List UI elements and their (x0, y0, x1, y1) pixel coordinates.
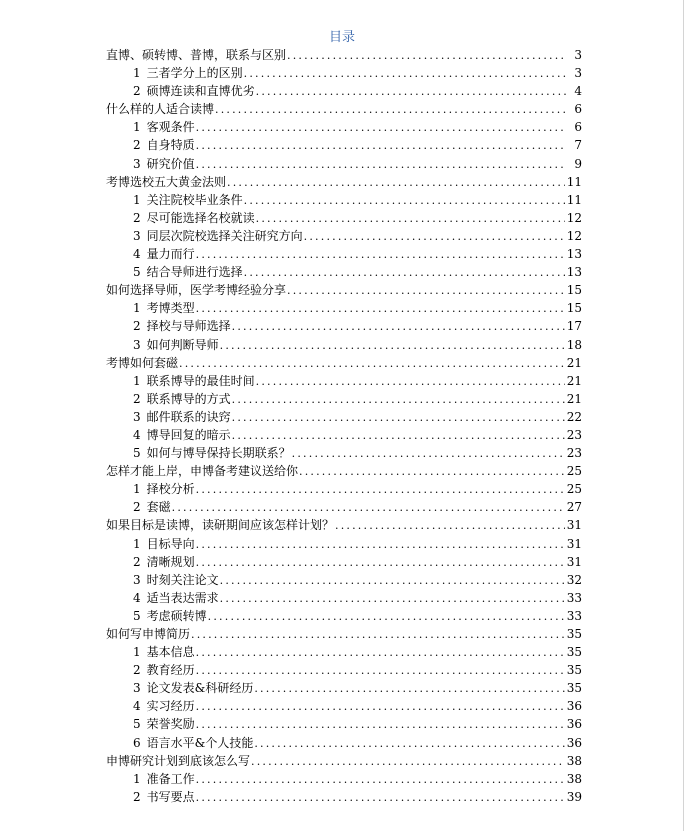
toc-entry-number: 2 (133, 554, 141, 569)
toc-page-number: 33 (566, 590, 582, 605)
toc-page-number: 25 (566, 464, 582, 479)
toc-dot-leader (256, 83, 566, 100)
toc-dot-leader (196, 536, 565, 553)
toc-entry-text: 关注院校毕业条件 (146, 192, 243, 207)
toc-entry-number: 1 (133, 771, 141, 786)
toc-dot-leader (232, 318, 565, 335)
toc-list (106, 46, 582, 806)
toc-entry-text: 申博研究计划到底该怎么写 (106, 753, 251, 768)
toc-subentry[interactable] (106, 589, 582, 607)
toc-dot-leader (227, 174, 565, 191)
toc-entry-number: 3 (133, 156, 141, 171)
toc-subentry[interactable] (106, 64, 582, 82)
toc-entry-text: 考博选校五大黄金法则 (106, 174, 227, 189)
toc-subentry[interactable] (106, 372, 582, 390)
toc-entry-text: 如何判断导师 (146, 337, 219, 352)
toc-dot-leader (215, 101, 566, 118)
toc-entry-text: 时刻关注论文 (146, 572, 219, 587)
toc-entry-text: 考虑硕转博 (146, 608, 207, 623)
toc-page-number: 12 (566, 228, 582, 243)
toc-subentry[interactable] (106, 643, 582, 661)
toc-subentry[interactable] (106, 299, 582, 317)
toc-entry-number: 3 (133, 681, 141, 696)
toc-page-number: 13 (566, 247, 582, 262)
toc-page-number: 9 (574, 156, 582, 171)
toc-dot-leader (196, 771, 565, 788)
toc-entry-text: 怎样才能上岸，申博备考建议送给你 (106, 464, 299, 479)
toc-entry-text: 荣誉奖励 (146, 717, 195, 732)
toc-entry-text: 如何与博导保持长期联系？ (146, 446, 291, 461)
toc-subentry[interactable] (106, 336, 582, 354)
toc-page-number: 15 (566, 283, 582, 298)
toc-entry-text: 研究价值 (146, 156, 195, 171)
toc-entry-text: 联系博导的最佳时间 (146, 373, 255, 388)
toc-entry-number: 4 (133, 699, 141, 714)
toc-entry-number: 4 (133, 427, 141, 442)
toc-entry-text: 联系博导的方式 (146, 391, 231, 406)
toc-subentry[interactable] (106, 227, 582, 245)
toc-page-number: 6 (574, 120, 582, 135)
toc-entry-number: 5 (133, 265, 141, 280)
toc-entry[interactable] (106, 625, 582, 643)
toc-entry-number: 5 (133, 446, 141, 461)
toc-entry-number: 2 (133, 84, 141, 99)
toc-dot-leader (208, 608, 565, 625)
toc-dot-leader (254, 735, 564, 752)
toc-page-number: 21 (566, 355, 582, 370)
toc-dot-leader (232, 409, 565, 426)
toc-entry-text: 套磁 (146, 500, 171, 515)
toc-entry-number: 2 (133, 663, 141, 678)
toc-dot-leader (251, 753, 565, 770)
toc-page-number: 35 (566, 681, 582, 696)
toc-entry[interactable] (106, 354, 582, 372)
toc-page-number: 17 (566, 319, 582, 334)
toc-subentry[interactable] (106, 444, 582, 462)
toc-entry-text: 自身特质 (146, 138, 195, 153)
toc-entry-number: 1 (133, 301, 141, 316)
toc-entry-text: 博导回复的暗示 (146, 427, 231, 442)
toc-page-number: 32 (566, 572, 582, 587)
toc-entry-number: 5 (133, 608, 141, 623)
toc-page-number: 21 (566, 391, 582, 406)
toc-dot-leader (244, 65, 566, 82)
toc-dot-leader (196, 300, 565, 317)
toc-entry-number: 1 (133, 536, 141, 551)
toc-entry-text: 准备工作 (146, 771, 195, 786)
toc-entry[interactable] (106, 752, 582, 770)
toc-entry-number: 1 (133, 120, 141, 135)
toc-entry-number: 4 (133, 590, 141, 605)
toc-dot-leader (220, 337, 565, 354)
toc-entry-text: 教育经历 (146, 663, 195, 678)
toc-entry-number: 3 (133, 572, 141, 587)
toc-subentry[interactable] (106, 408, 582, 426)
toc-entry-number: 2 (133, 138, 141, 153)
toc-dot-leader (287, 282, 565, 299)
toc-page-number: 35 (566, 663, 582, 678)
toc-subentry[interactable] (106, 661, 582, 679)
toc-entry-text: 基本信息 (146, 645, 195, 660)
toc-dot-leader (299, 463, 565, 480)
toc-dot-leader (196, 119, 566, 136)
toc-subentry[interactable] (106, 480, 582, 498)
toc-entry-text: 量力而行 (146, 247, 195, 262)
toc-dot-leader (256, 210, 565, 227)
toc-dot-leader (191, 626, 565, 643)
toc-page-number: 22 (566, 409, 582, 424)
toc-entry-text: 目标导向 (146, 536, 195, 551)
toc-subentry[interactable] (106, 390, 582, 408)
toc-dot-leader (254, 680, 564, 697)
toc-subentry[interactable] (106, 553, 582, 571)
toc-dot-leader (220, 572, 565, 589)
toc-dot-leader (220, 590, 565, 607)
toc-entry-text: 三者学分上的区别 (146, 66, 243, 81)
toc-page-number: 6 (574, 102, 582, 117)
toc-page-number: 39 (566, 789, 582, 804)
toc-page-number: 35 (566, 645, 582, 660)
toc-entry-text: 书写要点 (146, 789, 195, 804)
toc-entry-number: 1 (133, 192, 141, 207)
toc-entry-number: 6 (133, 735, 141, 750)
toc-entry-text: 论文发表&科研经历 (146, 681, 254, 696)
toc-subentry[interactable] (106, 209, 582, 227)
toc-entry-text: 清晰规划 (146, 554, 195, 569)
toc-page-number: 38 (566, 753, 582, 768)
toc-page-number: 3 (574, 48, 582, 62)
toc-subentry[interactable] (106, 535, 582, 553)
toc-entry[interactable] (106, 173, 582, 191)
toc-entry-number: 4 (133, 247, 141, 262)
toc-dot-leader (244, 192, 565, 209)
toc-dot-leader (335, 517, 565, 534)
toc-subentry[interactable] (106, 697, 582, 715)
toc-dot-leader (196, 716, 565, 733)
toc-page-number: 25 (566, 482, 582, 497)
toc-page-number: 21 (566, 373, 582, 388)
toc-entry-text: 结合导师进行选择 (146, 265, 243, 280)
toc-dot-leader (196, 789, 565, 806)
toc-subentry[interactable] (106, 426, 582, 444)
toc-page-number: 31 (566, 518, 582, 533)
toc-entry[interactable] (106, 281, 582, 299)
toc-dot-leader (232, 391, 565, 408)
toc-entry-text: 客观条件 (146, 120, 195, 135)
toc-entry-number: 1 (133, 645, 141, 660)
toc-subentry[interactable] (106, 263, 582, 281)
toc-entry[interactable] (106, 46, 582, 64)
toc-page-number: 18 (566, 337, 582, 352)
toc-entry-text: 考博如何套磁 (106, 355, 179, 370)
toc-entry-text: 尽可能选择名校就读 (146, 210, 255, 225)
toc-page-number: 7 (574, 138, 582, 153)
toc-dot-leader (292, 445, 565, 462)
toc-dot-leader (172, 499, 565, 516)
toc-subentry[interactable] (106, 82, 582, 100)
toc-page-number: 27 (566, 500, 582, 515)
toc-subentry[interactable] (106, 245, 582, 263)
toc-page-number: 3 (574, 66, 582, 81)
toc-entry-number: 2 (133, 319, 141, 334)
toc-entry-number: 2 (133, 500, 141, 515)
toc-page-number: 36 (566, 699, 582, 714)
toc-subentry[interactable] (106, 118, 582, 136)
toc-page-number: 11 (566, 174, 582, 189)
toc-page-number: 31 (566, 536, 582, 551)
toc-dot-leader (304, 228, 565, 245)
toc-page-number: 15 (566, 301, 582, 316)
toc-entry[interactable] (106, 516, 582, 534)
toc-entry[interactable] (106, 462, 582, 480)
toc-page-number: 13 (566, 265, 582, 280)
toc-dot-leader (196, 137, 566, 154)
toc-page-number: 23 (566, 446, 582, 461)
toc-subentry[interactable] (106, 191, 582, 209)
toc-page-number: 31 (566, 554, 582, 569)
toc-dot-leader (196, 554, 565, 571)
toc-dot-leader (244, 264, 565, 281)
toc-entry-text: 实习经历 (146, 699, 195, 714)
toc-dot-leader (196, 481, 565, 498)
toc-page-number: 23 (566, 427, 582, 442)
toc-entry-text: 同层次院校选择关注研究方向 (146, 228, 303, 243)
toc-entry-text: 直博、硕转博、普博，联系与区别 (106, 48, 287, 62)
toc-subentry[interactable] (106, 155, 582, 173)
toc-dot-leader (232, 427, 565, 444)
toc-page-number: 4 (574, 84, 582, 99)
toc-subentry[interactable] (106, 607, 582, 625)
toc-page-number: 11 (566, 192, 582, 207)
toc-dot-leader (196, 662, 565, 679)
toc-entry-number: 1 (133, 66, 141, 81)
toc-entry-text: 语言水平&个人技能 (146, 735, 254, 750)
toc-page-number: 36 (566, 717, 582, 732)
toc-subentry[interactable] (106, 770, 582, 788)
toc-entry[interactable] (106, 100, 582, 118)
toc-entry-number: 2 (133, 391, 141, 406)
toc-entry-text: 适当表达需求 (146, 590, 219, 605)
toc-dot-leader (196, 644, 565, 661)
toc-dot-leader (287, 47, 566, 64)
toc-subentry[interactable] (106, 136, 582, 154)
toc-subentry[interactable] (106, 317, 582, 335)
toc-entry-number: 2 (133, 210, 141, 225)
toc-entry-number: 2 (133, 789, 141, 804)
toc-entry-text: 如何写申博简历 (106, 627, 191, 641)
toc-dot-leader (196, 698, 565, 715)
toc-title: 目录 (328, 30, 355, 45)
toc-page-number: 33 (566, 608, 582, 623)
toc-dot-leader (196, 156, 566, 173)
toc-page-number: 35 (566, 627, 582, 641)
toc-page-number: 12 (566, 210, 582, 225)
toc-subentry[interactable] (106, 788, 582, 806)
toc-entry-text: 什么样的人适合读博 (106, 102, 215, 117)
toc-entry-number: 1 (133, 373, 141, 388)
toc-entry-text: 考博类型 (146, 301, 195, 316)
toc-dot-leader (196, 246, 565, 263)
toc-entry-number: 5 (133, 717, 141, 732)
toc-subentry[interactable] (106, 734, 582, 752)
toc-entry-number: 3 (133, 228, 141, 243)
toc-entry-text: 择校与导师选择 (146, 319, 231, 334)
toc-subentry[interactable] (106, 715, 582, 733)
toc-entry-text: 如何选择导师，医学考博经验分享 (106, 283, 287, 298)
toc-subentry[interactable] (106, 571, 582, 589)
toc-entry-text: 择校分析 (146, 482, 195, 497)
toc-entry-text: 邮件联系的诀窍 (146, 409, 231, 424)
toc-subentry[interactable] (106, 498, 582, 516)
toc-dot-leader (256, 373, 565, 390)
toc-entry-number: 3 (133, 337, 141, 352)
toc-entry-number: 3 (133, 409, 141, 424)
toc-page-number: 38 (566, 771, 582, 786)
toc-entry-text: 如果目标是读博，读研期间应该怎样计划？ (106, 518, 335, 533)
toc-entry-text: 硕博连读和直博优劣 (146, 84, 255, 99)
toc-dot-leader (179, 355, 565, 372)
toc-page-number: 36 (566, 735, 582, 750)
toc-entry-number: 1 (133, 482, 141, 497)
toc-subentry[interactable] (106, 679, 582, 697)
